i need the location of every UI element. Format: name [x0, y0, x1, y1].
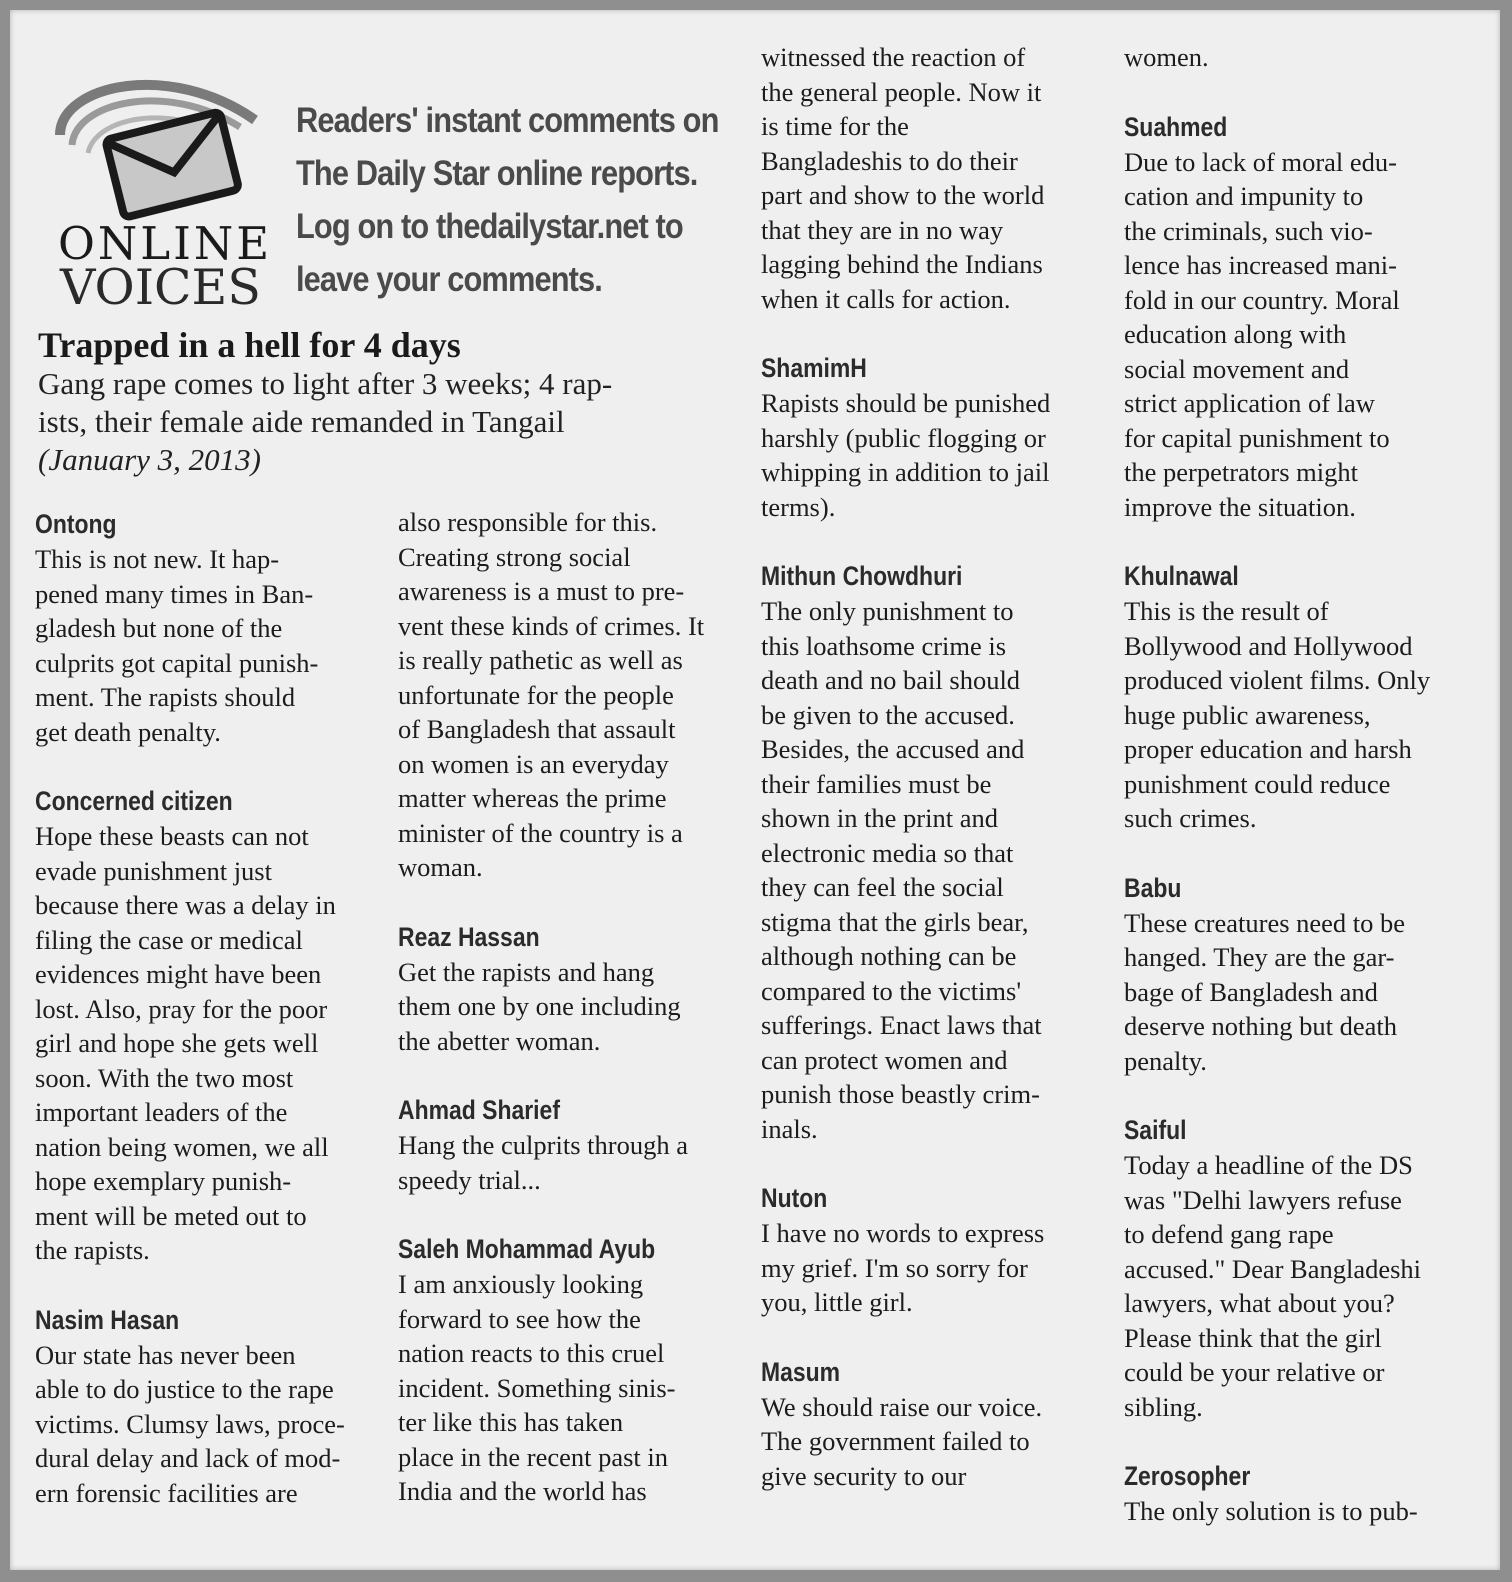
comment-spacer [761, 524, 1111, 558]
comment-text-line: Hope these beasts can not [35, 821, 309, 851]
comment-spacer [761, 1320, 1111, 1354]
comment-text-line: sibling. [1124, 1391, 1203, 1422]
comment-author: Khulnawal [1124, 561, 1239, 591]
comment-text-line: proper education and harsh [1124, 734, 1412, 764]
comment-text-line: the abetter woman. [398, 1025, 601, 1056]
comment-text-line: punishment could reduce [1124, 768, 1391, 799]
comment-text-line: culprits got capital punish- [35, 647, 319, 678]
intro-line: Readers' instant comments on [296, 101, 719, 140]
comment-text-line: Please think that the girl [1124, 1322, 1382, 1353]
comment-column-2 [398, 505, 748, 1509]
comment-block [761, 1180, 1111, 1320]
comment-block [761, 40, 1111, 316]
comment-text-line: Due to lack of moral edu- [1124, 146, 1397, 177]
comment-text-line: Rapists should be punished [761, 388, 1051, 418]
comment-spacer [398, 1058, 748, 1092]
comment-spacer [398, 885, 748, 919]
comment-text-line: evade punishment just [35, 855, 272, 886]
comment-text-line: incident. Something sinis- [398, 1372, 676, 1403]
comment-text-line: ment will be meted out to [35, 1200, 307, 1231]
comment-text-line: India and the world has [398, 1476, 647, 1506]
comment-author: Zerosopher [1124, 1461, 1251, 1491]
comment-spacer [761, 316, 1111, 350]
comment-text-line: strict application of law [1124, 388, 1375, 418]
comment-block [398, 1231, 748, 1509]
comment-author: Saleh Mohammad Ayub [398, 1234, 656, 1264]
comment-text-line: These creatures need to be [1124, 907, 1406, 938]
comment-block [35, 1302, 385, 1511]
comment-text-line: The only solution is to pub- [1124, 1496, 1418, 1526]
comment-text-line: I am anxiously looking [398, 1269, 644, 1299]
comment-text-line: them one by one including [398, 991, 681, 1021]
intro-line: leave your comments. [296, 260, 602, 299]
comment-block [35, 783, 385, 1268]
comment-text-line: vent these kinds of crimes. It [398, 610, 705, 641]
comment-text-line: the perpetrators might [1124, 457, 1359, 487]
comment-spacer [1124, 75, 1474, 109]
comment-text-line: can protect women and [761, 1044, 1008, 1075]
comment-text-line: on women is an everyday [398, 748, 669, 779]
comment-text-line: Today a headline of the DS [1124, 1150, 1413, 1180]
comment-text-line: punish those beastly crim- [761, 1079, 1040, 1109]
logo-text-voices: VOICES [60, 259, 261, 316]
comment-text-line: also responsible for this. [398, 507, 658, 537]
comment-text-line: that they are in no way [761, 214, 1004, 245]
comment-text-line: forward to see how the [398, 1303, 641, 1334]
comment-spacer [1124, 1424, 1474, 1458]
intro-text [296, 94, 719, 306]
comment-text-line: lawyers, what about you? [1124, 1288, 1395, 1318]
comment-author: Masum [761, 1356, 841, 1387]
comment-text-line: witnessed the reaction of [761, 42, 1026, 72]
comment-block [761, 558, 1111, 1146]
comment-author: Reaz Hassan [398, 921, 540, 952]
comment-text-line: give security to our [761, 1460, 967, 1491]
comment-text-line: ern forensic facilities are [35, 1477, 298, 1508]
headline-subtitle-line: Gang rape comes to light after 3 weeks; 4 rap- [38, 366, 613, 401]
comment-text-line: the criminals, such vio- [1124, 215, 1373, 246]
comment-text-line: The government failed to [761, 1426, 1030, 1456]
comment-text-line: when it calls for action. [761, 283, 1011, 314]
article-headline [38, 325, 738, 479]
comment-spacer [35, 1268, 385, 1302]
intro-line: Log on to thedailystar.net to [296, 207, 683, 246]
comment-text-line: lost. Also, pray for the poor [35, 993, 328, 1024]
comment-text-line: terms). [761, 491, 836, 522]
comment-text-line: Our state has never been [35, 1339, 296, 1370]
comment-block [761, 350, 1111, 524]
comment-text-line: ment. The rapists should [35, 682, 296, 712]
comment-text-line: pened many times in Ban- [35, 578, 314, 609]
comment-text-line: this loathsome crime is [761, 630, 1007, 661]
comment-text-line: inals. [761, 1113, 818, 1144]
comment-text-line: Creating strong social [398, 541, 631, 572]
comment-text-line: is really pathetic as well as [398, 645, 683, 675]
comment-spacer [761, 1146, 1111, 1180]
comment-text-line: women. [1124, 42, 1209, 72]
comment-author: ShamimH [761, 353, 867, 383]
comment-text-line: soon. With the two most [35, 1062, 294, 1093]
comment-text-line: was "Delhi lawyers refuse [1124, 1184, 1402, 1215]
comment-text-line: This is the result of [1124, 596, 1329, 626]
comment-text-line: sufferings. Enact laws that [761, 1010, 1042, 1040]
comment-text-line: part and show to the world [761, 180, 1045, 210]
comment-text-line: is time for the [761, 111, 909, 141]
comment-text-line: you, little girl. [761, 1287, 913, 1317]
comment-text-line: Besides, the accused and [761, 734, 1025, 764]
comment-text-line: We should raise our voice. [761, 1391, 1043, 1422]
comment-block [1124, 870, 1474, 1079]
comment-text-line: Hang the culprits through a [398, 1130, 688, 1160]
comment-block [35, 506, 385, 749]
comment-block [1124, 1458, 1474, 1529]
headline-date: (January 3, 2013) [38, 442, 261, 477]
comment-block [1124, 1112, 1474, 1424]
comment-author: Suahmed [1124, 111, 1228, 142]
envelope-swoosh-icon [50, 65, 270, 225]
comment-text-line: The only punishment to [761, 596, 1014, 626]
online-voices-logo [50, 65, 273, 316]
comment-text-line: minister of the country is a [398, 817, 683, 848]
comment-text-line: penalty. [1124, 1045, 1207, 1076]
comment-text-line: be given to the accused. [761, 699, 1015, 730]
comment-text-line: filing the case or medical [35, 924, 303, 955]
comment-author: Concerned citizen [35, 786, 233, 816]
comment-text-line: fold in our country. Moral [1124, 284, 1400, 315]
comment-spacer [1124, 836, 1474, 870]
comment-block [398, 1092, 748, 1197]
comment-text-line: hanged. They are the gar- [1124, 942, 1395, 972]
comment-spacer [35, 749, 385, 783]
comment-block [761, 1354, 1111, 1494]
comment-text-line: nation being women, we all [35, 1131, 329, 1162]
comment-text-line: accused." Dear Bangladeshi [1124, 1253, 1422, 1284]
comment-text-line: deserve nothing but death [1124, 1011, 1398, 1041]
comment-text-line: the general people. Now it [761, 76, 1042, 107]
comment-text-line: lence has increased mani- [1124, 250, 1397, 280]
comment-text-line: of Bangladesh that assault [398, 714, 676, 744]
comment-author: Saiful [1124, 1115, 1187, 1145]
comment-text-line: victims. Clumsy laws, proce- [35, 1408, 345, 1439]
comment-text-line: unfortunate for the people [398, 679, 674, 710]
comment-text-line: to defend gang rape [1124, 1219, 1334, 1249]
comment-spacer [1124, 1078, 1474, 1112]
comment-text-line: Bollywood and Hollywood [1124, 630, 1413, 661]
comment-text-line: the rapists. [35, 1235, 150, 1265]
comment-text-line: social movement and [1124, 353, 1350, 384]
comment-text-line: get death penalty. [35, 716, 221, 747]
comment-block [398, 505, 748, 885]
comment-text-line: could be your relative or [1124, 1357, 1385, 1387]
comment-author: Ahmad Sharief [398, 1095, 560, 1125]
comment-text-line: I have no words to express [761, 1218, 1045, 1248]
comment-text-line: Bangladeshis to do their [761, 145, 1018, 176]
comment-text-line: death and no bail should [761, 665, 1021, 695]
comment-text-line: education along with [1124, 319, 1347, 349]
comment-author: Ontong [35, 509, 117, 539]
comment-text-line: speedy trial... [398, 1164, 541, 1195]
comment-text-line: matter whereas the prime [398, 783, 667, 813]
comment-text-line: gladesh but none of the [35, 613, 283, 643]
comment-block [1124, 40, 1474, 75]
comment-text-line: their families must be [761, 768, 992, 799]
comment-text-line: nation reacts to this cruel [398, 1338, 665, 1368]
comment-text-line: whipping in addition to jail [761, 457, 1050, 487]
comment-column-4 [1124, 40, 1474, 1529]
comment-text-line: ter like this has taken [398, 1407, 624, 1437]
comment-text-line: shown in the print and [761, 803, 998, 833]
comment-block [1124, 558, 1474, 836]
comment-text-line: they can feel the social [761, 872, 1004, 902]
comment-text-line: because there was a delay in [35, 890, 336, 920]
comment-text-line: for capital punishment to [1124, 422, 1390, 453]
comment-text-line: place in the recent past in [398, 1441, 669, 1472]
comment-text-line: This is not new. It hap- [35, 544, 280, 574]
comment-author: Mithun Chowdhuri [761, 561, 963, 591]
comment-text-line: lagging behind the Indians [761, 249, 1043, 279]
headline-subtitle-line: ists, their female aide remanded in Tangail [38, 404, 565, 439]
intro-line: The Daily Star online reports. [296, 154, 698, 193]
comment-text-line: my grief. I'm so sorry for [761, 1252, 1028, 1283]
comment-text-line: important leaders of the [35, 1097, 288, 1127]
comment-text-line: hope exemplary punish- [35, 1166, 292, 1196]
comment-block [398, 919, 748, 1059]
comment-text-line: such crimes. [1124, 803, 1257, 833]
comment-text-line: harshly (public flogging or [761, 422, 1046, 453]
comment-column-1 [35, 506, 385, 1510]
comment-text-line: awareness is a must to pre- [398, 576, 685, 606]
comment-text-line: evidences might have been [35, 959, 322, 989]
comment-text-line: huge public awareness, [1124, 699, 1371, 730]
comment-column-3 [761, 40, 1111, 1493]
comment-text-line: stigma that the girls bear, [761, 906, 1029, 937]
comment-text-line: compared to the victims' [761, 975, 1022, 1006]
comment-text-line: cation and impunity to [1124, 181, 1364, 211]
comment-author: Babu [1124, 872, 1182, 903]
comment-spacer [1124, 524, 1474, 558]
comment-text-line: electronic media so that [761, 837, 1014, 868]
comment-text-line: dural delay and lack of mod- [35, 1443, 341, 1473]
comment-spacer [398, 1197, 748, 1231]
headline-title: Trapped in a hell for 4 days [38, 325, 461, 365]
comment-author: Nuton [761, 1183, 828, 1213]
comment-text-line: woman. [398, 852, 483, 882]
logo-text-online: ONLINE [58, 217, 273, 270]
comment-text-line: bage of Bangladesh and [1124, 976, 1378, 1007]
comment-block [1124, 109, 1474, 525]
comment-text-line: although nothing can be [761, 941, 1017, 971]
comment-text-line: improve the situation. [1124, 491, 1356, 522]
comment-text-line: able to do justice to the rape [35, 1374, 334, 1404]
comment-text-line: girl and hope she gets well [35, 1028, 319, 1058]
comment-text-line: produced violent films. Only [1124, 665, 1431, 695]
newspaper-page [10, 10, 1500, 1570]
comment-text-line: Get the rapists and hang [398, 956, 655, 987]
comment-author: Nasim Hasan [35, 1304, 180, 1335]
